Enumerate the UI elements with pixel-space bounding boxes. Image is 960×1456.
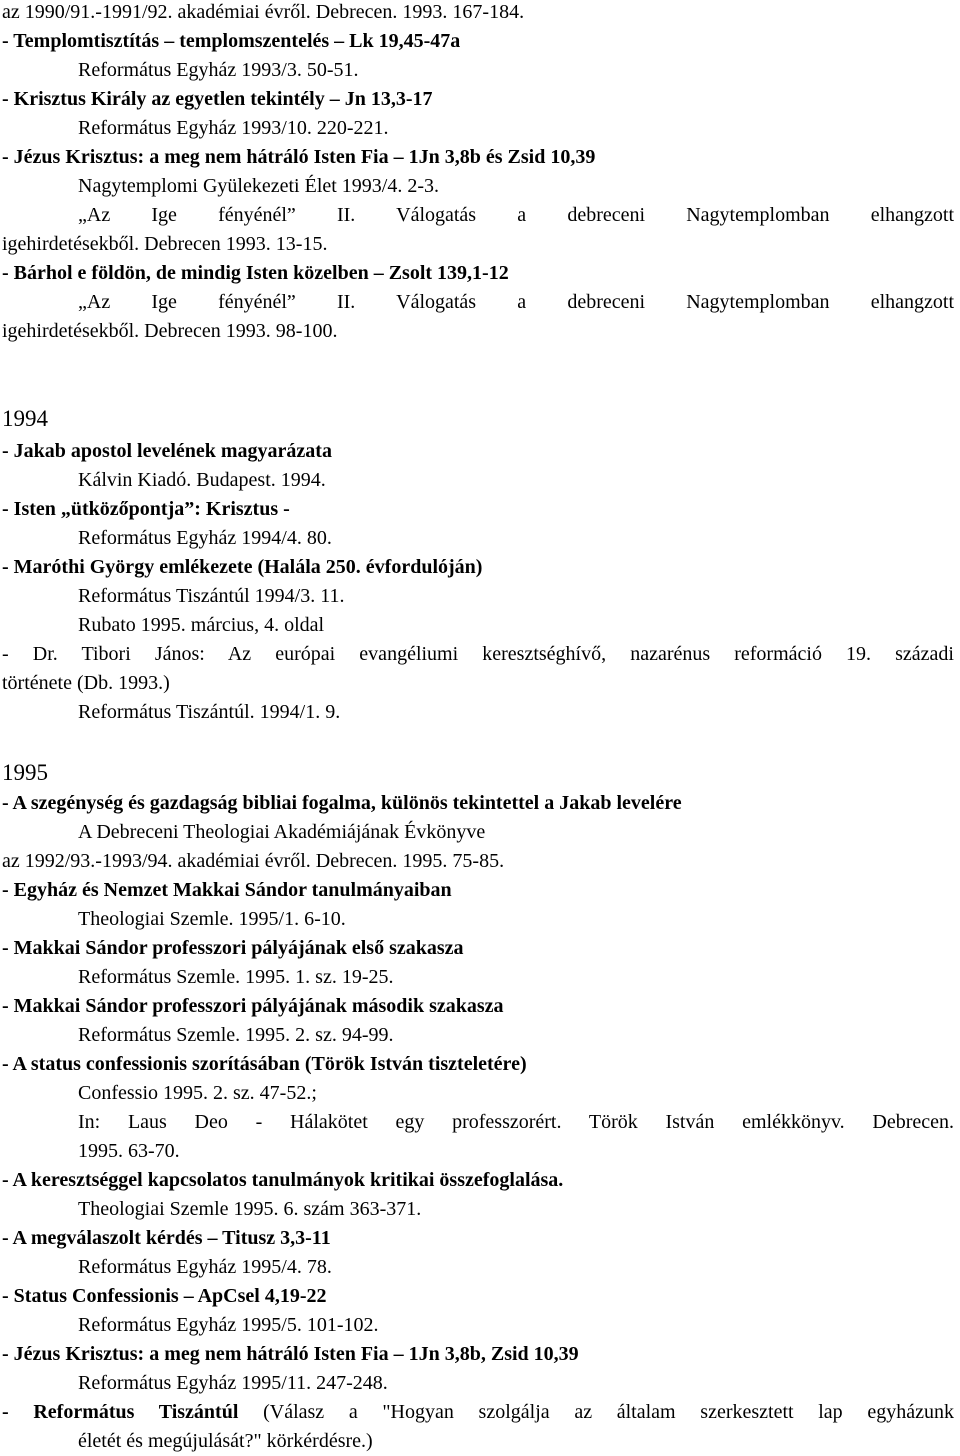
entry-title: - A keresztséggel kapcsolatos tanulmányok kritikai összefoglalása. (2, 1169, 564, 1191)
year-heading: 1995 (2, 760, 48, 785)
citation-line: igehirdetésekből. Debrecen 1993. 13-15. (2, 233, 328, 255)
citation-line: Református Tiszántúl 1994/3. 11. (78, 585, 345, 607)
entry-title-bold-part: - Református Tiszántúl (2, 1401, 239, 1423)
entry-title: - Krisztus Király az egyetlen tekintély – Jn 13,3-17 (2, 88, 433, 110)
citation-line: az 1992/93.-1993/94. akadémiai évről. Debrecen. 1995. 75-85. (2, 850, 505, 872)
entry-title-normal-part: (Válasz a "Hogyan szolgálja az általam szerkesztett lap egyházunk (238, 1401, 954, 1423)
citation-line: In: Laus Deo - Hálakötet egy professzorért. Török István emlékkönyv. Debrecen. (78, 1111, 954, 1133)
text-line: az 1990/91.-1991/92. akadémiai évről. Debrecen. 1993. 167-184. (2, 1, 525, 23)
entry-title: - Makkai Sándor professzori pályájának első szakasza (2, 937, 464, 959)
citation-line: Confessio 1995. 2. sz. 47-52.; (78, 1082, 317, 1104)
entry-title: - Makkai Sándor professzori pályájának második szakasza (2, 995, 504, 1017)
citation-line: Kálvin Kiadó. Budapest. 1994. (78, 469, 326, 491)
citation-line: története (Db. 1993.) (2, 672, 170, 694)
entry-title: - Egyház és Nemzet Makkai Sándor tanulmányaiban (2, 879, 452, 901)
entry-title: - A szegénység és gazdagság bibliai fogalma, különös tekintettel a Jakab levelére (2, 792, 682, 814)
citation-line: igehirdetésekből. Debrecen 1993. 98-100. (2, 320, 338, 342)
citation-line: Református Egyház 1994/4. 80. (78, 527, 332, 549)
citation-line: „Az Ige fényénél” II. Válogatás a debreceni Nagytemplomban elhangzott (78, 291, 954, 313)
citation-line: Rubato 1995. március, 4. oldal (78, 614, 325, 636)
citation-line: „Az Ige fényénél” II. Válogatás a debreceni Nagytemplomban elhangzott (78, 204, 954, 226)
citation-line: Theologiai Szemle 1995. 6. szám 363-371. (78, 1198, 422, 1220)
entry-title: - Isten „ütközőpontja”: Krisztus - (2, 498, 290, 520)
citation-line: életét és megújulását?" körkérdésre.) (78, 1430, 373, 1452)
entry-title: - Jakab apostol levelének magyarázata (2, 440, 332, 462)
citation-line: Református Egyház 1995/11. 247-248. (78, 1372, 388, 1394)
entry-title: - A status confessionis szorításában (Török István tiszteletére) (2, 1053, 527, 1075)
citation-line: Református Egyház 1995/4. 78. (78, 1256, 332, 1278)
citation-line: Református Egyház 1995/5. 101-102. (78, 1314, 379, 1336)
citation-line: - Dr. Tibori János: Az európai evangéliumi keresztséghívő, nazarénus reformáció 19. századi (2, 643, 954, 665)
citation-line: Református Egyház 1993/3. 50-51. (78, 59, 359, 81)
citation-line: Református Tiszántúl. 1994/1. 9. (78, 701, 341, 723)
entry-title: - Jézus Krisztus: a meg nem hátráló Isten Fia – 1Jn 3,8b és Zsid 10,39 (2, 146, 596, 168)
citation-line: Református Szemle. 1995. 2. sz. 94-99. (78, 1024, 394, 1046)
entry-title: - A megválaszolt kérdés – Titusz 3,3-11 (2, 1227, 331, 1249)
citation-line: 1995. 63-70. (78, 1140, 180, 1162)
entry-title: - Jézus Krisztus: a meg nem hátráló Isten Fia – 1Jn 3,8b, Zsid 10,39 (2, 1343, 579, 1365)
citation-line: A Debreceni Theologiai Akadémiájának Évkönyve (78, 821, 486, 843)
citation-line: Nagytemplomi Gyülekezeti Élet 1993/4. 2-3. (78, 175, 440, 197)
citation-line: Református Szemle. 1995. 1. sz. 19-25. (78, 966, 394, 988)
entry-title: - Templomtisztítás – templomszentelés – Lk 19,45-47a (2, 30, 461, 52)
entry-title-mixed (2, 1400, 954, 1424)
entry-title: - Maróthi György emlékezete (Halála 250. évfordulóján) (2, 556, 483, 578)
year-heading: 1994 (2, 406, 48, 431)
citation-line: Theologiai Szemle. 1995/1. 6-10. (78, 908, 346, 930)
entry-title: - Bárhol e földön, de mindig Isten közelben – Zsolt 139,1-12 (2, 262, 509, 284)
entry-title: - Status Confessionis – ApCsel 4,19-22 (2, 1285, 327, 1307)
citation-line: Református Egyház 1993/10. 220-221. (78, 117, 389, 139)
